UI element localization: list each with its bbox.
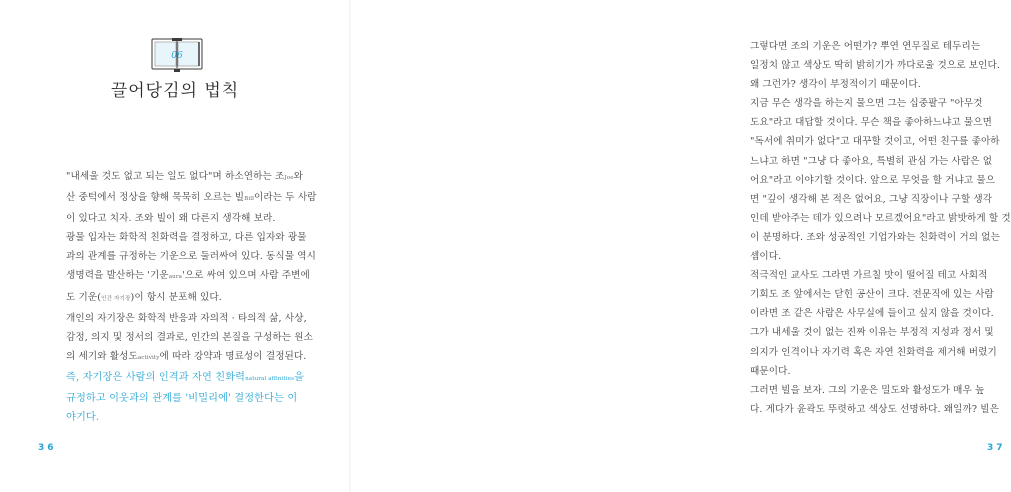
right-text-line <box>750 343 997 362</box>
text-run: 느냐고 하면 "그냥 다 좋아요, 특별히 관심 가는 사람은 없 <box>750 155 993 167</box>
left-text-line <box>66 188 317 209</box>
text-run: 다. 게다가 윤곽도 뚜렷하고 색상도 선명하다. 왜일까? 빌은 <box>750 403 1000 415</box>
left-text-line <box>66 209 302 228</box>
right-text-line <box>750 152 993 171</box>
page-number-left: 36 <box>38 443 57 453</box>
gloss-annotation: Bill <box>244 196 255 203</box>
open-book-icon <box>151 38 203 72</box>
highlighted-text: 야기다. <box>66 412 100 424</box>
left-text-line <box>66 347 307 368</box>
text-run: )이 항시 분포해 있다. <box>130 291 222 303</box>
text-run: 인데 받아주는 데가 있으려나 모르겠어요"라고 밝밧하게 할 것 <box>750 212 1011 224</box>
left-text-line <box>66 408 302 427</box>
text-run: 어요"라고 이야기할 것이다. 앞으로 무엇을 할 거냐고 물으 <box>750 174 996 186</box>
left-text-line <box>66 247 317 266</box>
gloss-annotation: aura <box>168 274 183 281</box>
right-text-line <box>750 75 990 94</box>
text-run: 일정치 않고 색상도 딱히 밝히기가 까다로울 것으로 보인다. <box>750 60 1001 72</box>
right-text-line <box>750 304 994 323</box>
left-text-line <box>66 309 307 328</box>
text-run: 기회도 조 앞에서는 닫힌 공산이 크다. 전문직에 있는 사람 <box>750 289 994 301</box>
highlighted-text: 규정하고 이웃과의 관계를 '비밀리에' 결정한다는 이 <box>66 393 298 405</box>
gloss-annotation: 인간 자기장 <box>101 295 131 302</box>
text-run: 이라는 두 사람 <box>254 192 317 204</box>
right-text-line <box>750 381 990 400</box>
page-number-right: 37 <box>987 443 1006 453</box>
text-run: '으로 싸여 있으며 사람 주변에 <box>182 270 310 282</box>
text-run: 때문이다. <box>750 365 791 377</box>
text-run: 광물 입자는 화학적 친화력을 결정하고, 다른 입자와 광물 <box>66 232 307 244</box>
left-text-line <box>66 328 313 347</box>
chapter-number: 06 <box>171 51 183 61</box>
gloss-annotation: activity <box>137 354 160 361</box>
text-run: 이 있다고 치자. 조와 빌이 왜 다른지 생각해 보라. <box>66 213 276 225</box>
text-run: 개인의 자기장은 화학적 반응과 자의적 · 타의적 삶, 사상, <box>66 312 307 324</box>
text-run: 면 "깊이 생각해 본 적은 없어요, 그냥 직장이나 구할 생각 <box>750 193 993 205</box>
text-run: "독서에 취미가 없다"고 대꾸할 것이고, 어떤 친구를 좋아하 <box>750 136 1000 148</box>
left-body-text <box>66 167 317 427</box>
right-text-line <box>750 37 990 56</box>
text-run: 이라면 조 같은 사람은 사무실에 들이고 싶지 않을 것이다. <box>750 308 994 320</box>
left-text-line <box>66 266 310 287</box>
left-text-line <box>66 167 302 188</box>
right-text-line <box>750 362 990 381</box>
text-run: 에 따라 강약과 명료성이 결정된다. <box>159 350 307 362</box>
right-text-line <box>750 94 990 113</box>
text-run: 생명력을 발산하는 '기운 <box>66 270 169 282</box>
right-text-line <box>750 56 1001 75</box>
text-run: 셈이다. <box>750 251 782 263</box>
right-body-text <box>750 37 1011 419</box>
text-run: 왜 그런가? 생각이 부정적이기 때문이다. <box>750 79 921 91</box>
text-run: 지금 무슨 생각을 하는지 물으면 그는 십중팔구 "아무것 <box>750 98 983 110</box>
text-run: 그렇다면 조의 기운은 어떤가? 뿌연 연무질로 테두리는 <box>750 41 981 52</box>
text-run: 과의 관계를 규정하는 기운으로 둘러싸여 있다. 동식물 역시 <box>66 251 317 263</box>
text-run: 적극적인 교사도 그라면 가르칠 맛이 떨어질 테고 사회적 <box>750 270 988 282</box>
highlighted-text: 을 <box>294 371 305 383</box>
text-run: 도요"라고 대답할 것이다. 무슨 책을 좋아하느냐고 물으면 <box>750 117 993 129</box>
right-text-line <box>750 400 1000 419</box>
text-run: 와 <box>293 171 304 182</box>
left-text-line <box>66 288 302 309</box>
text-run: 의 세기와 활성도 <box>66 350 138 362</box>
right-text-line <box>750 209 1011 228</box>
right-page <box>350 0 1011 492</box>
left-text-line <box>66 228 307 247</box>
text-run: 이 분명하다. 조와 성공적인 기업가와는 친화력이 거의 없는 <box>750 231 1001 243</box>
right-text-line <box>750 113 993 132</box>
text-run: "내세울 것도 없고 되는 일도 없다"며 하소연하는 조 <box>66 171 285 182</box>
right-text-line <box>750 266 990 285</box>
right-text-line <box>750 132 1000 151</box>
right-text-line <box>750 190 993 209</box>
highlighted-text: 즉, 자기장은 사람의 인격과 자연 친화력 <box>66 371 246 383</box>
left-text-line <box>66 389 302 408</box>
chapter-title: 끌어당김의 법칙 <box>110 81 240 101</box>
text-run: 산 중턱에서 정상을 향해 묵묵히 오르는 빌 <box>66 192 245 204</box>
text-run: 감정, 의지 및 정서의 결과로, 인간의 본질을 구성하는 원소 <box>66 331 313 343</box>
right-text-line <box>750 285 994 304</box>
right-text-line <box>750 171 996 190</box>
text-run: 그러면 빌을 보자. 그의 기운은 밀도와 활성도가 매우 높 <box>750 384 985 396</box>
gloss-annotation-highlight: natural affinities <box>245 375 295 382</box>
text-run: 그가 내세울 것이 없는 진짜 이유는 부정적 지성과 정서 및 <box>750 327 994 339</box>
right-text-line <box>750 323 994 342</box>
right-text-line <box>750 247 990 266</box>
left-page <box>0 0 350 492</box>
left-text-line <box>66 368 305 389</box>
text-run: 의지가 인격이나 자기력 혹은 자연 친화력을 제거해 버렸기 <box>750 346 997 358</box>
right-text-line <box>750 228 1001 247</box>
text-run: 도 기운( <box>66 291 102 303</box>
gloss-annotation: Joe <box>284 175 294 181</box>
